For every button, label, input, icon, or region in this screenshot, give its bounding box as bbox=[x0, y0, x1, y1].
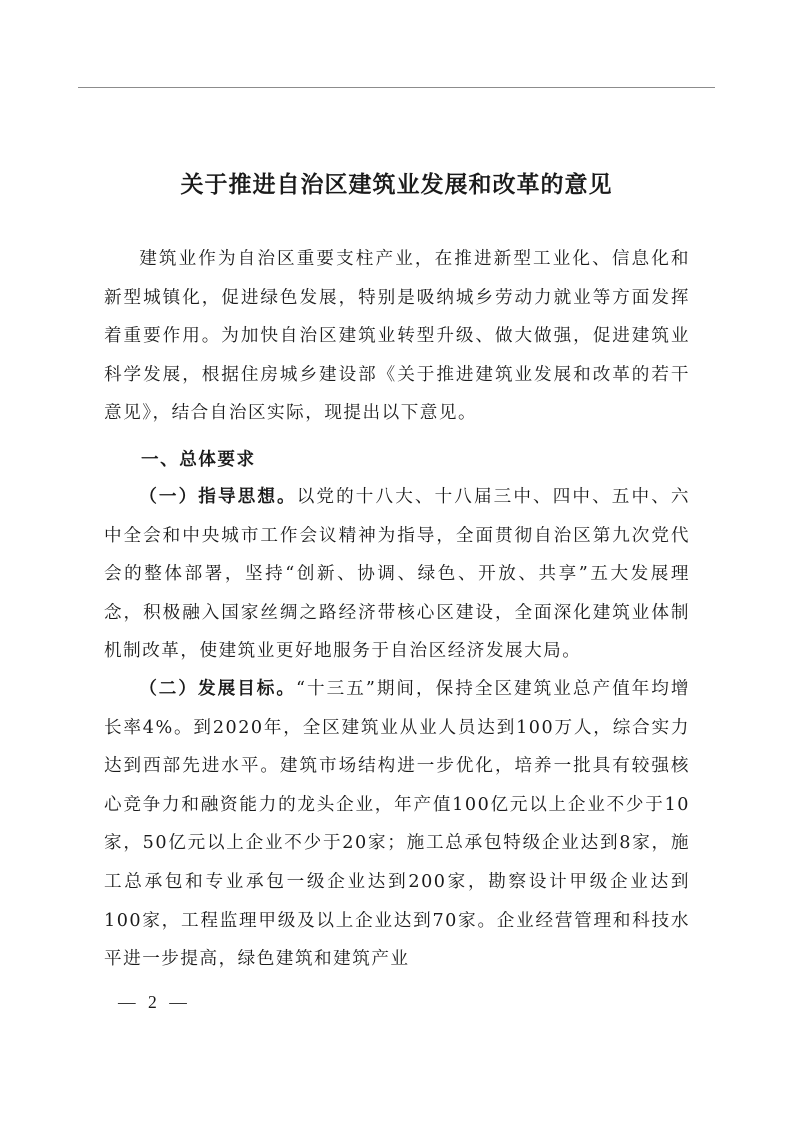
section-heading: 一、总体要求 bbox=[141, 450, 256, 470]
page-number: — 2 — bbox=[118, 992, 191, 1012]
header-rule bbox=[78, 87, 715, 88]
guiding-ideology-paragraph bbox=[104, 478, 690, 671]
guiding-ideology-text: 以党的十八大、十八届三中、四中、五中、六中全会和中央城市工作会议精神为指导，全面贯彻自治区第九次党代会的整体部署，坚持“创新、协调、绿色、开放、共享”五大发展理念，积极融入国家丝绸之路经济带核心区建设，全面深化建筑业体制机制改革，使建筑业更好地服务于自治区经济发展大局。 bbox=[104, 487, 690, 662]
document-title: 关于推进自治区建筑业发展和改革的意见 bbox=[180, 172, 613, 198]
guiding-ideology-lead: （一）指导思想。 bbox=[139, 487, 297, 507]
development-goals-text: “十三五”期间，保持全区建筑业总产值年均增长率4%。到2020年，全区建筑业从业人员达到100万人，综合实力达到西部先进水平。建筑市场结构进一步优化，培养一批具有较强核心竞争力和融资能力的龙头企业，年产值100亿元以上企业不少于10家，50亿元以上企业不少于20家；施工总承包特级企业达到8家，施工总承包和专业承包一级企业达到200家，勘察设计甲级企业达到100家，工程监理甲级及以上企业达到70家。企业经营管理和科技水平进一步提高，绿色建筑和建筑产业 bbox=[104, 679, 690, 970]
development-goals-paragraph bbox=[104, 670, 690, 979]
intro-paragraph: 建筑业作为自治区重要支柱产业，在推进新型工业化、信息化和新型城镇化，促进绿色发展，特别是吸纳城乡劳动力就业等方面发挥着重要作用。为加快自治区建筑业转型升级、做大做强，促进建筑业科学发展，根据住房城乡建设部《关于推进建筑业发展和改革的若干意见》，结合自治区实际，现提出以下意见。 bbox=[104, 249, 690, 424]
development-goals-lead: （二）发展目标。 bbox=[139, 679, 297, 699]
